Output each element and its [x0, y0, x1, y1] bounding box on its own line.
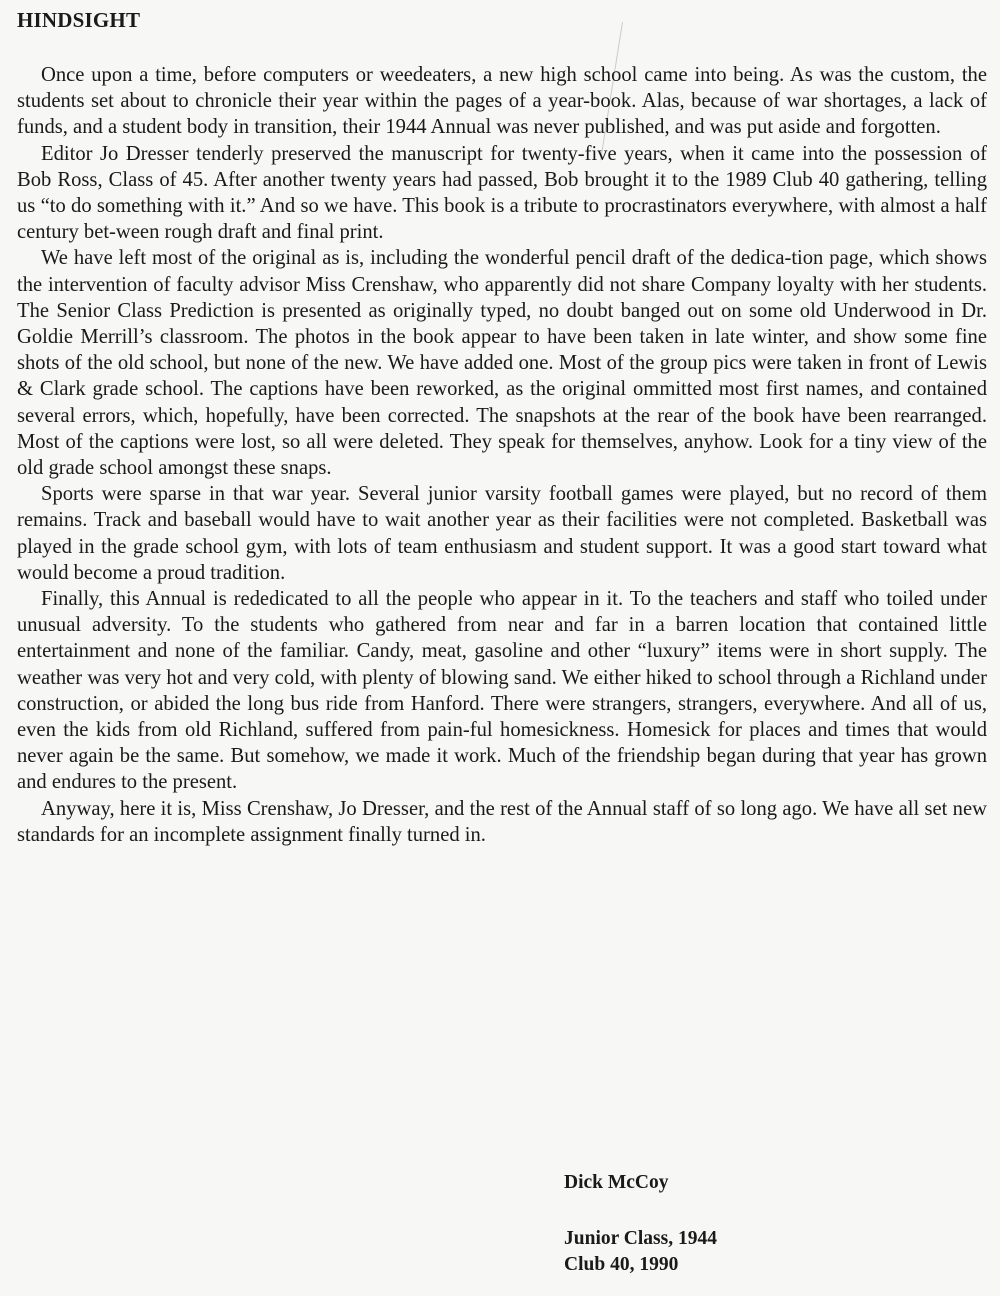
signature-name: Dick McCoy [564, 1172, 669, 1193]
signature-spacer [564, 1196, 717, 1226]
signature-block [564, 1170, 717, 1278]
signature-line-1: Junior Class, 1944 [564, 1228, 717, 1249]
signature-line-2: Club 40, 1990 [564, 1254, 679, 1275]
article-body [17, 62, 987, 848]
paragraph-sports: Sports were sparse in that war year. Several junior varsity football games were played, but no record of them remains. Track and baseball would have to wait another year as their facilities were not completed. Basketball was played in the grade school gym, with lots of team enthusiasm and student support. It was a good start toward what would become a proud tradition. [17, 483, 987, 584]
paragraph-original: We have left most of the original as is, including the wonderful pencil draft of the dedica-tion page, which shows the intervention of faculty advisor Miss Crenshaw, who apparently did not share Company loyalty with her students. The Senior Class Prediction is presented as originally typed, no doubt banged out on some old Underwood in Dr. Goldie Merrill’s classroom. The photos in the book appear to have been taken in late winter, and show some fine shots of the old school, but none of the new. We have added one. Most of the group pics were taken in front of Lewis & Clark grade school. The captions have been reworked, as the original ommitted most first names, and contained several errors, which, hopefully, have been corrected. The snapshots at the rear of the book have been rearranged. Most of the captions were lost, so all were deleted. They speak for themselves, anyhow. Look for a tiny view of the old grade school amongst these snaps. [17, 247, 987, 480]
paragraph-closing: Anyway, here it is, Miss Crenshaw, Jo Dresser, and the rest of the Annual staff of so long ago. We have all set new standards for an incomplete assignment finally turned in. [17, 797, 987, 846]
paragraph-intro: Once upon a time, before computers or weedeaters, a new high school came into being. As was the custom, the students set about to chronicle their year within the pages of a year-book. Alas, because of war shortages, a lack of funds, and a student body in transition, their 1944 Annual was never published, and was put aside and forgotten. [17, 64, 987, 139]
paragraph-editor: Editor Jo Dresser tenderly preserved the manuscript for twenty-five years, when it came into the possession of Bob Ross, Class of 45. After another twenty years had passed, Bob brought it to the 1989 Club 40 gathering, telling us “to do something with it.” And so we have. This book is a tribute to procrastinators everywhere, with almost a half century bet-ween rough draft and final print. [17, 142, 987, 244]
page-title: HINDSIGHT [17, 8, 141, 32]
paragraph-rededication: Finally, this Annual is rededicated to all the people who appear in it. To the teachers and staff who toiled under unusual adversity. To the students who gathered from near and far in a barren location that contained little entertainment and none of the familiar. Candy, meat, gasoline and other “luxury” items were in short supply. The weather was very hot and very cold, with plenty of blowing sand. We either hiked to school through a Richland under construction, or abided the long bus ride from Hanford. There were strangers, strangers, everywhere. And all of us, even the kids from old Richland, suffered from pain-ful homesickness. Homesick for places and times that would never again be the same. But somehow, we made it work. Much of the friendship began during that year has grown and endures to the present. [17, 588, 987, 794]
